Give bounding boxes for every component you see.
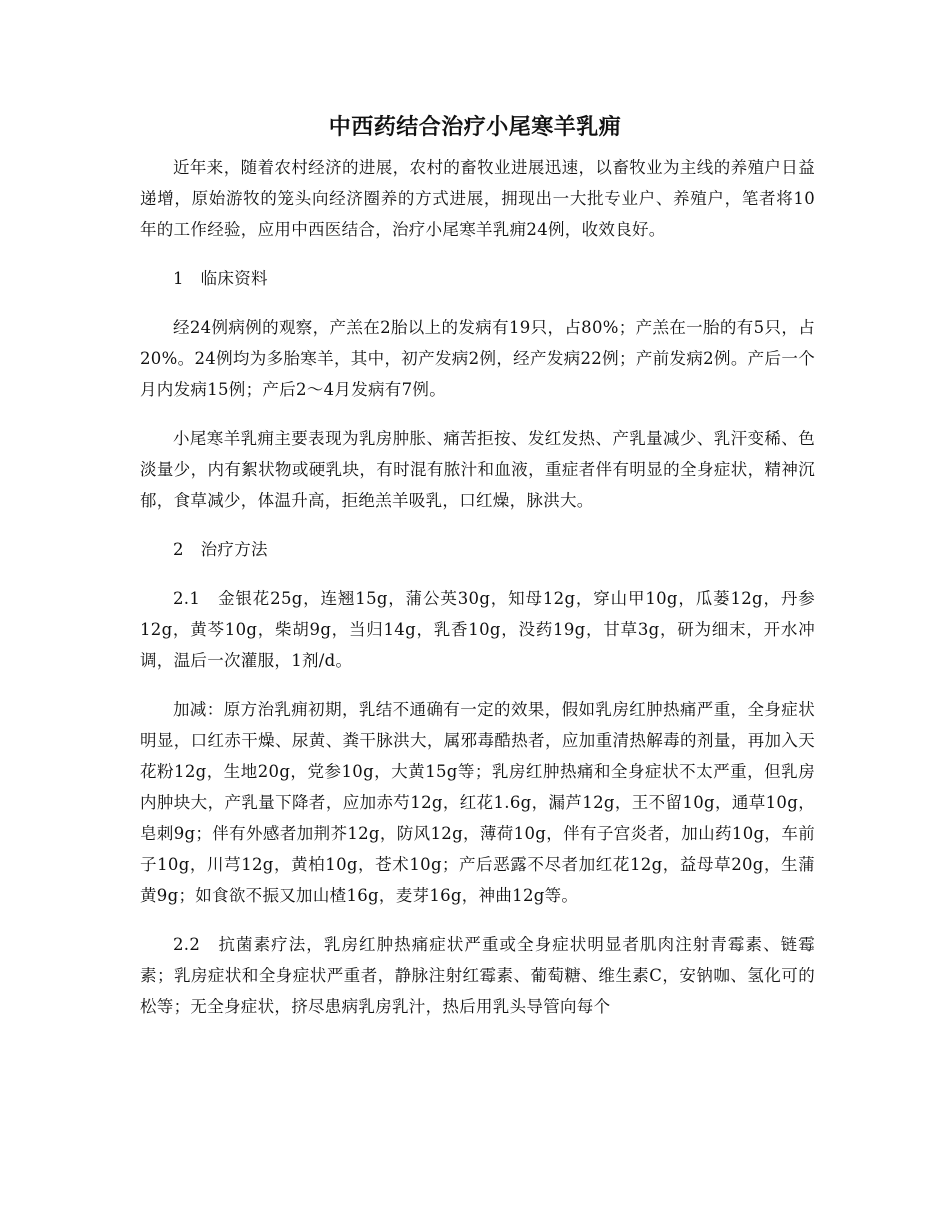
section-heading-treatment: 2 治疗方法 <box>173 540 268 559</box>
treatment-2-2-paragraph: 2.2 抗菌素疗法，乳房红肿热痛症状严重或全身症状明显者肌肉注射青霉素、链霉素；乳房症状和全身症状严重者，静脉注射红霉素、葡萄糖、维生素C，安钠咖、氢化可的松等；无全身症状，挤尽患病乳房乳汁，热后用乳头导管向每个 <box>140 935 815 1016</box>
symptoms-paragraph: 小尾寒羊乳痈主要表现为乳房肿胀、痛苦拒按、发红发热、产乳量减少、乳汗变稀、色淡量少，内有絮状物或硬乳块，有时混有脓汁和血液，重症者伴有明显的全身症状，精神沉郁，食草减少，体温升高，拒绝羔羊吸乳，口红燥，脉洪大。 <box>140 429 815 510</box>
treatment-2-1-paragraph: 2.1 金银花25g，连翘15g，蒲公英30g，知母12g，穿山甲10g，瓜蒌12g，丹参12g，黄芩10g，柴胡9g，当归14g，乳香10g，没药19g，甘草3g，研为细末，开水冲调，温后一次灌服，1剂/d。 <box>140 589 815 670</box>
clinical-data-paragraph: 经24例病例的观察，产羔在2胎以上的发病有19只，占80%；产羔在一胎的有5只，占20%。24例均为多胎寒羊，其中，初产发病2例，经产发病22例；产前发病2例。产后一个月内发病15例；产后2～4月发病有7例。 <box>140 318 815 399</box>
modification-paragraph: 加减：原方治乳痈初期，乳结不通确有一定的效果，假如乳房红肿热痛严重，全身症状明显，口红赤干燥、尿黄、粪干脉洪大，属邪毒酷热者，应加重清热解毒的剂量，再加入天花粉12g，生地20g，党参10g，大黄15g等；乳房红肿热痛和全身症状不太严重，但乳房内肿块大，产乳量下降者，应加赤芍12g，红花1.6g，漏芦12g，王不留10g，通草10g，皂刺9g；伴有外感者加荆芥12g，防风12g，薄荷10g，伴有子宫炎者，加山药10g，车前子10g，川芎12g，黄柏10g，苍术10g；产后恶露不尽者加红花12g，益母草20g，生蒲黄9g；如食欲不振又加山楂16g，麦芽16g，神曲12g等。 <box>140 700 815 905</box>
section-heading-clinical-data: 1 临床资料 <box>173 269 268 288</box>
intro-paragraph: 近年来，随着农村经济的进展，农村的畜牧业进展迅速，以畜牧业为主线的养殖户日益递增，原始游牧的笼头向经济圈养的方式进展，拥现出一大批专业户、养殖户，笔者将10年的工作经验，应用中西医结合，治疗小尾寒羊乳痈24例，收效良好。 <box>140 158 815 239</box>
document-title: 中西药结合治疗小尾寒羊乳痈 <box>328 115 622 140</box>
document-body <box>140 152 815 1040</box>
